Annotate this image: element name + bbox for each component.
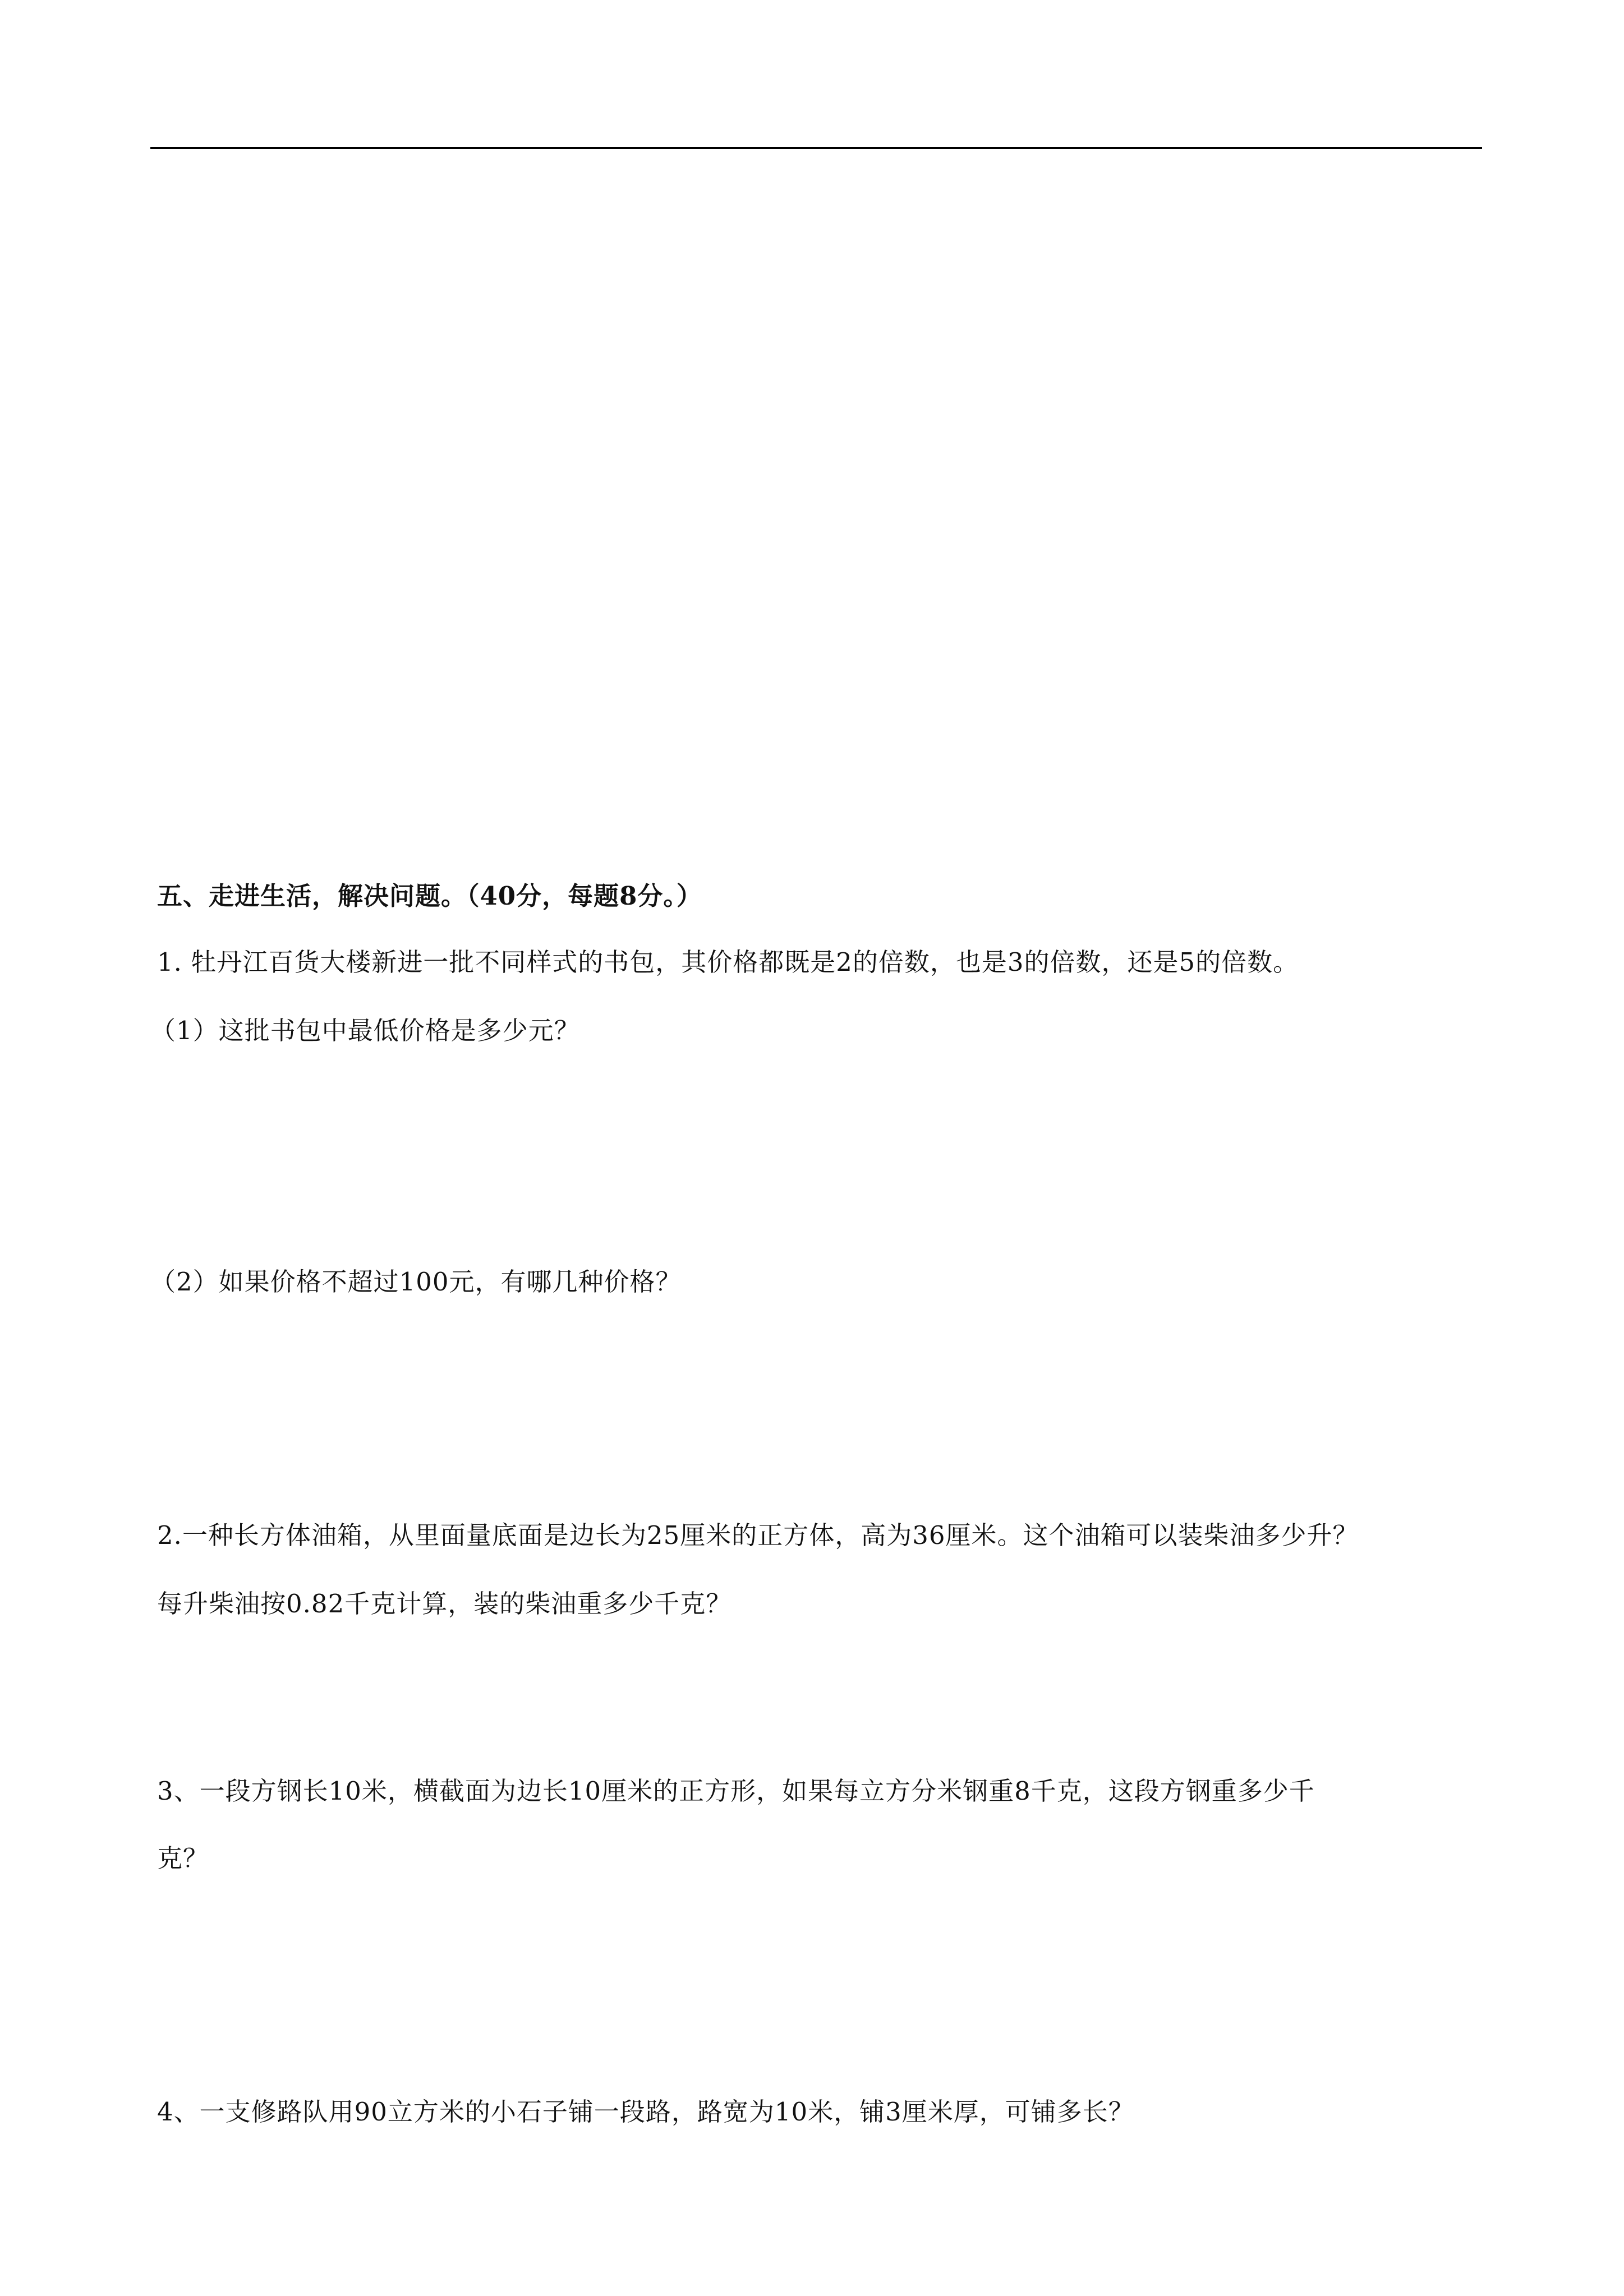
question-1-part-1: （1）这批书包中最低价格是多少元？ — [150, 1016, 580, 1045]
section-heading: 五、走进生活，解决问题。（40分，每题8分。） — [157, 881, 702, 911]
question-2-text-continued: 每升柴油按0.82千克计算，装的柴油重多少千克？ — [157, 1589, 732, 1619]
question-1-text: 1. 牡丹江百货大楼新进一批不同样式的书包，其价格都既是2的倍数，也是3的倍数，还是5的倍数。 — [157, 947, 1299, 977]
question-2-text: 2.一种长方体油箱，从里面量底面是边长为25厘米的正方体，高为36厘米。这个油箱可以装柴油多少升？ — [157, 1520, 1359, 1550]
header-rule — [150, 147, 1482, 149]
question-4-text: 4、一支修路队用90立方米的小石子铺一段路，路宽为10米，铺3厘米厚，可铺多长？ — [157, 2097, 1134, 2127]
question-3-text-continued: 克？ — [157, 1843, 209, 1873]
question-3-text: 3、一段方钢长10米，横截面为边长10厘米的正方形，如果每立方分米钢重8千克，这段方钢重多少千 — [157, 1776, 1315, 1806]
question-1-part-2: （2）如果价格不超过100元，有哪几种价格？ — [150, 1267, 682, 1297]
